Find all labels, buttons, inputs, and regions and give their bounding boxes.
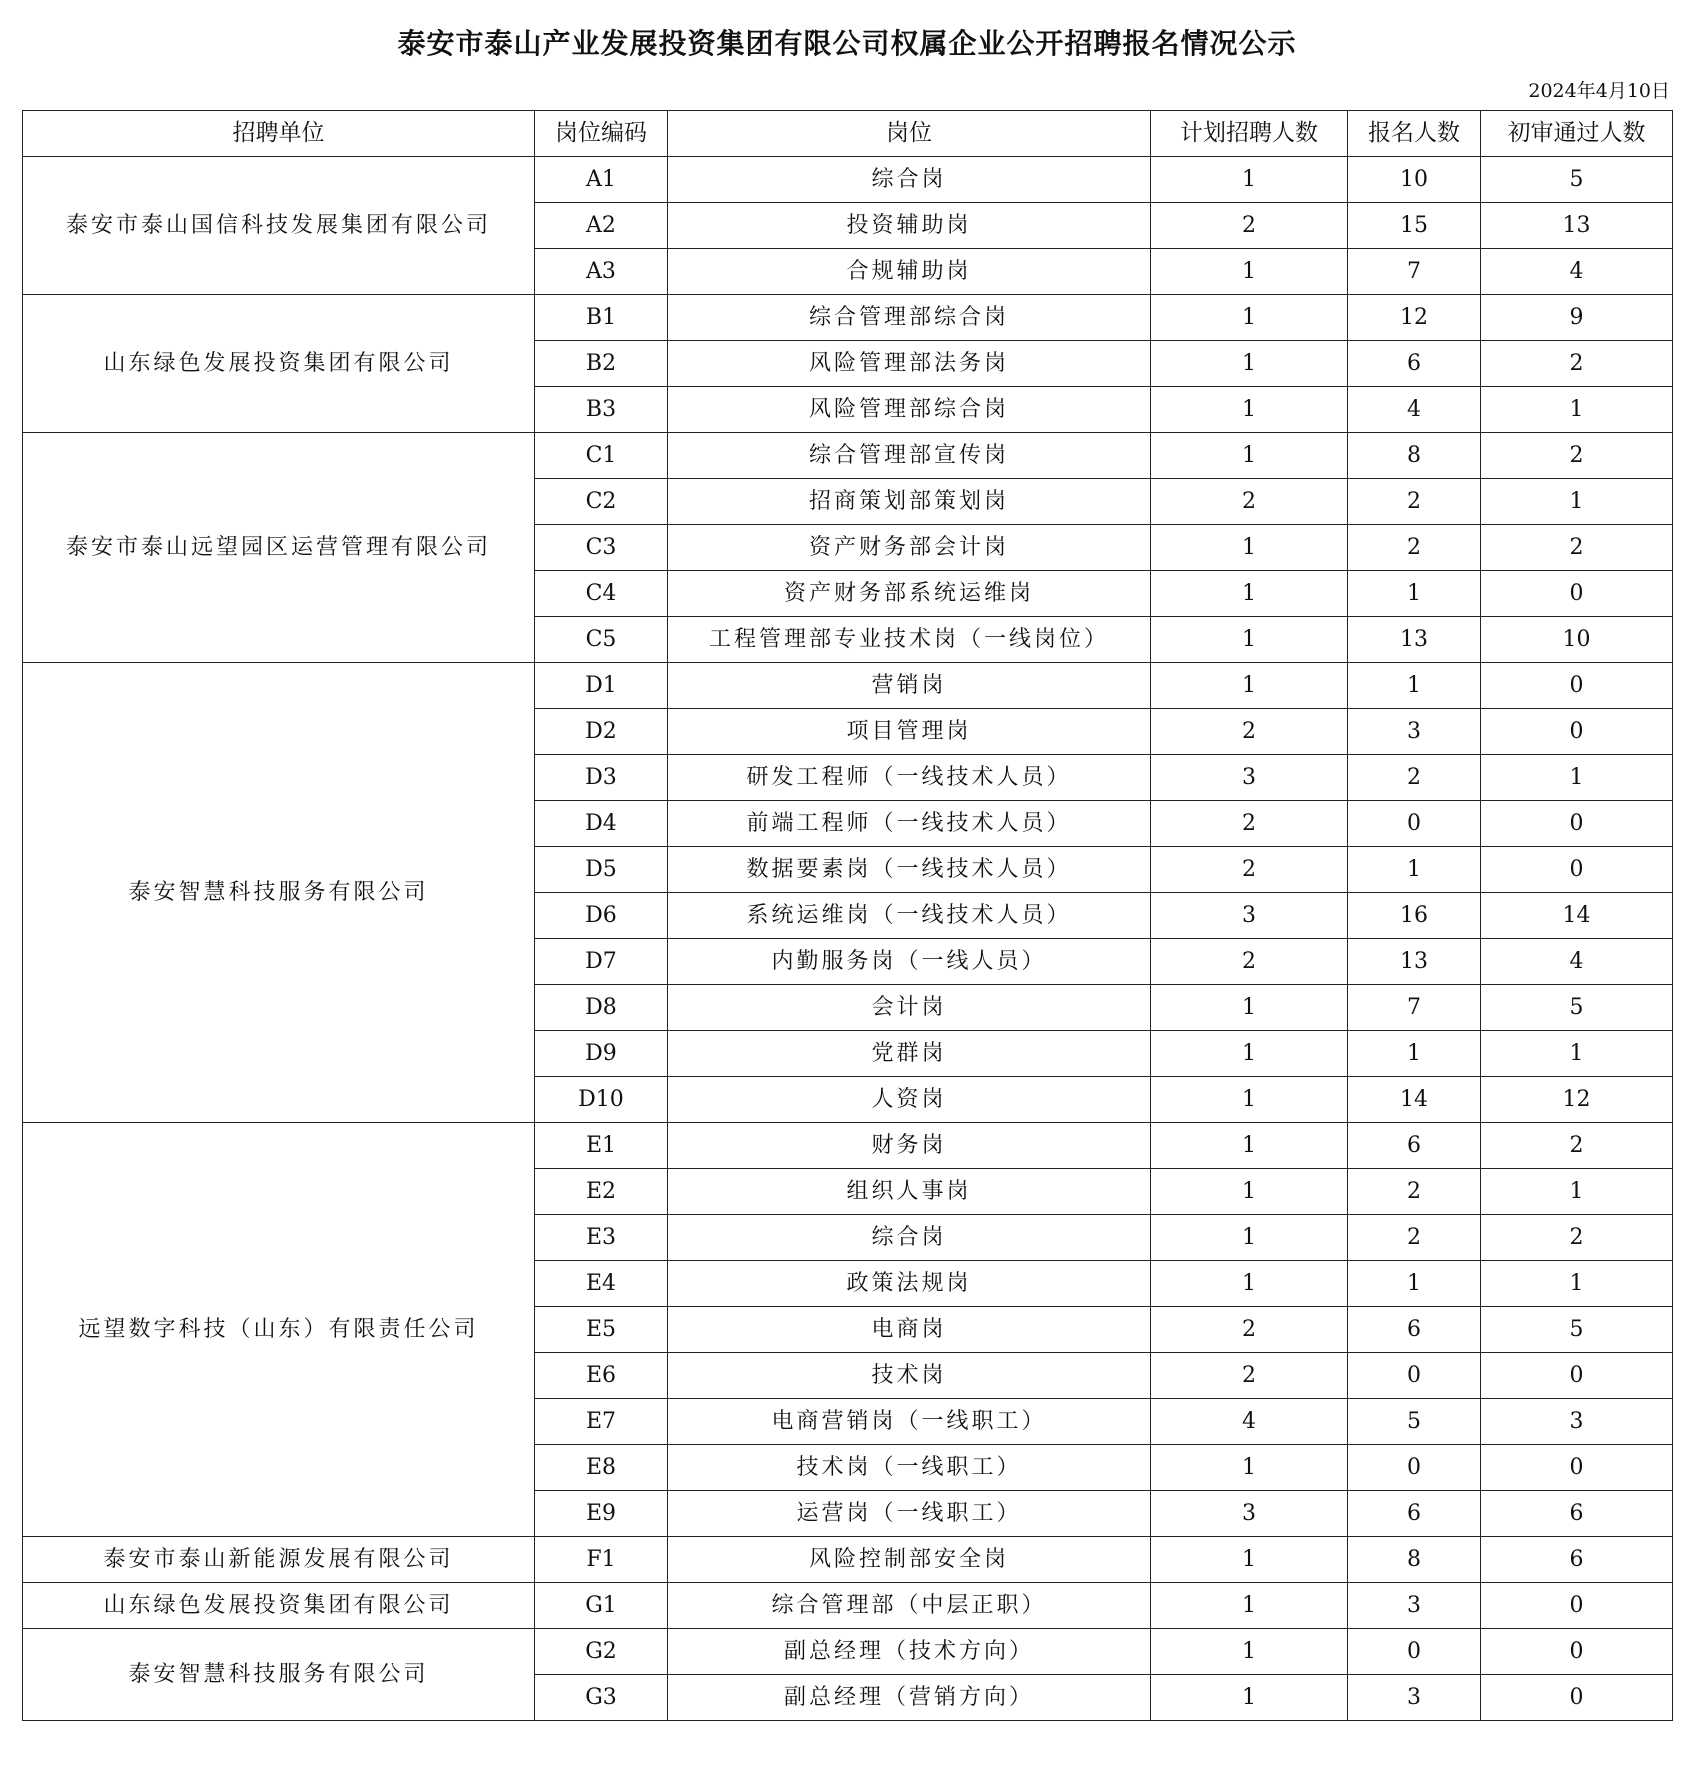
planned-count: 3 xyxy=(1151,1491,1348,1537)
applicant-count: 0 xyxy=(1348,1445,1481,1491)
passed-count: 1 xyxy=(1481,755,1673,801)
header-code: 岗位编码 xyxy=(535,111,668,157)
passed-count: 4 xyxy=(1481,939,1673,985)
position-name: 党群岗 xyxy=(668,1031,1151,1077)
position-name: 会计岗 xyxy=(668,985,1151,1031)
position-code: C3 xyxy=(535,525,668,571)
planned-count: 1 xyxy=(1151,1629,1348,1675)
applicant-count: 14 xyxy=(1348,1077,1481,1123)
position-name: 综合岗 xyxy=(668,157,1151,203)
position-name: 人资岗 xyxy=(668,1077,1151,1123)
position-code: E9 xyxy=(535,1491,668,1537)
position-code: E6 xyxy=(535,1353,668,1399)
position-code: B1 xyxy=(535,295,668,341)
applicant-count: 10 xyxy=(1348,157,1481,203)
applicant-count: 12 xyxy=(1348,295,1481,341)
planned-count: 2 xyxy=(1151,203,1348,249)
applicant-count: 0 xyxy=(1348,1629,1481,1675)
recruiting-unit: 远望数字科技（山东）有限责任公司 xyxy=(23,1123,535,1537)
planned-count: 1 xyxy=(1151,1031,1348,1077)
applicant-count: 2 xyxy=(1348,1169,1481,1215)
position-code: A3 xyxy=(535,249,668,295)
position-name: 技术岗 xyxy=(668,1353,1151,1399)
passed-count: 2 xyxy=(1481,341,1673,387)
position-code: D6 xyxy=(535,893,668,939)
passed-count: 0 xyxy=(1481,663,1673,709)
position-name: 资产财务部会计岗 xyxy=(668,525,1151,571)
table-row xyxy=(23,1123,1673,1169)
recruitment-table xyxy=(22,110,1673,1721)
position-name: 研发工程师（一线技术人员） xyxy=(668,755,1151,801)
passed-count: 0 xyxy=(1481,709,1673,755)
position-name: 工程管理部专业技术岗（一线岗位） xyxy=(668,617,1151,663)
position-name: 投资辅助岗 xyxy=(668,203,1151,249)
table-row xyxy=(23,433,1673,479)
applicant-count: 6 xyxy=(1348,1307,1481,1353)
header-planned: 计划招聘人数 xyxy=(1151,111,1348,157)
recruiting-unit: 泰安市泰山新能源发展有限公司 xyxy=(23,1537,535,1583)
planned-count: 1 xyxy=(1151,1537,1348,1583)
position-name: 电商营销岗（一线职工） xyxy=(668,1399,1151,1445)
applicant-count: 0 xyxy=(1348,801,1481,847)
passed-count: 5 xyxy=(1481,157,1673,203)
planned-count: 1 xyxy=(1151,433,1348,479)
planned-count: 1 xyxy=(1151,525,1348,571)
position-name: 综合管理部综合岗 xyxy=(668,295,1151,341)
planned-count: 2 xyxy=(1151,1353,1348,1399)
position-name: 风险控制部安全岗 xyxy=(668,1537,1151,1583)
table-row xyxy=(23,295,1673,341)
table-row xyxy=(23,1629,1673,1675)
applicant-count: 2 xyxy=(1348,525,1481,571)
passed-count: 14 xyxy=(1481,893,1673,939)
applicant-count: 1 xyxy=(1348,663,1481,709)
passed-count: 1 xyxy=(1481,387,1673,433)
position-name: 前端工程师（一线技术人员） xyxy=(668,801,1151,847)
position-code: C2 xyxy=(535,479,668,525)
planned-count: 3 xyxy=(1151,755,1348,801)
planned-count: 1 xyxy=(1151,157,1348,203)
position-name: 电商岗 xyxy=(668,1307,1151,1353)
passed-count: 5 xyxy=(1481,1307,1673,1353)
applicant-count: 8 xyxy=(1348,433,1481,479)
planned-count: 1 xyxy=(1151,1123,1348,1169)
planned-count: 2 xyxy=(1151,709,1348,755)
position-code: B3 xyxy=(535,387,668,433)
applicant-count: 1 xyxy=(1348,1031,1481,1077)
recruiting-unit: 泰安智慧科技服务有限公司 xyxy=(23,663,535,1123)
position-code: A2 xyxy=(535,203,668,249)
position-code: C5 xyxy=(535,617,668,663)
position-code: G2 xyxy=(535,1629,668,1675)
applicant-count: 7 xyxy=(1348,985,1481,1031)
position-name: 副总经理（营销方向） xyxy=(668,1675,1151,1721)
position-name: 项目管理岗 xyxy=(668,709,1151,755)
applicant-count: 13 xyxy=(1348,617,1481,663)
position-code: D3 xyxy=(535,755,668,801)
applicant-count: 3 xyxy=(1348,1675,1481,1721)
planned-count: 1 xyxy=(1151,617,1348,663)
position-code: D7 xyxy=(535,939,668,985)
position-name: 政策法规岗 xyxy=(668,1261,1151,1307)
planned-count: 2 xyxy=(1151,939,1348,985)
position-name: 综合管理部宣传岗 xyxy=(668,433,1151,479)
passed-count: 12 xyxy=(1481,1077,1673,1123)
recruiting-unit: 泰安智慧科技服务有限公司 xyxy=(23,1629,535,1721)
planned-count: 2 xyxy=(1151,479,1348,525)
position-code: B2 xyxy=(535,341,668,387)
passed-count: 6 xyxy=(1481,1491,1673,1537)
applicant-count: 7 xyxy=(1348,249,1481,295)
applicant-count: 0 xyxy=(1348,1353,1481,1399)
passed-count: 0 xyxy=(1481,571,1673,617)
position-code: E8 xyxy=(535,1445,668,1491)
position-code: E3 xyxy=(535,1215,668,1261)
position-code: G1 xyxy=(535,1583,668,1629)
applicant-count: 2 xyxy=(1348,755,1481,801)
publish-date: 2024年4月10日 xyxy=(1528,80,1670,102)
table-header-row xyxy=(23,111,1673,157)
table-row xyxy=(23,663,1673,709)
planned-count: 2 xyxy=(1151,847,1348,893)
passed-count: 0 xyxy=(1481,801,1673,847)
applicant-count: 6 xyxy=(1348,1123,1481,1169)
planned-count: 4 xyxy=(1151,1399,1348,1445)
planned-count: 2 xyxy=(1151,1307,1348,1353)
passed-count: 0 xyxy=(1481,1445,1673,1491)
planned-count: 1 xyxy=(1151,1215,1348,1261)
planned-count: 1 xyxy=(1151,1077,1348,1123)
planned-count: 1 xyxy=(1151,1261,1348,1307)
passed-count: 1 xyxy=(1481,1031,1673,1077)
applicant-count: 3 xyxy=(1348,709,1481,755)
position-name: 综合管理部（中层正职） xyxy=(668,1583,1151,1629)
table-row xyxy=(23,157,1673,203)
passed-count: 1 xyxy=(1481,1169,1673,1215)
position-name: 技术岗（一线职工） xyxy=(668,1445,1151,1491)
position-name: 副总经理（技术方向） xyxy=(668,1629,1151,1675)
passed-count: 0 xyxy=(1481,1353,1673,1399)
applicant-count: 5 xyxy=(1348,1399,1481,1445)
table-row xyxy=(23,1537,1673,1583)
position-code: D8 xyxy=(535,985,668,1031)
position-name: 组织人事岗 xyxy=(668,1169,1151,1215)
planned-count: 1 xyxy=(1151,571,1348,617)
position-code: D2 xyxy=(535,709,668,755)
passed-count: 5 xyxy=(1481,985,1673,1031)
recruiting-unit: 泰安市泰山国信科技发展集团有限公司 xyxy=(23,157,535,295)
position-name: 系统运维岗（一线技术人员） xyxy=(668,893,1151,939)
position-name: 数据要素岗（一线技术人员） xyxy=(668,847,1151,893)
recruiting-unit: 山东绿色发展投资集团有限公司 xyxy=(23,1583,535,1629)
planned-count: 1 xyxy=(1151,985,1348,1031)
applicant-count: 2 xyxy=(1348,479,1481,525)
position-name: 综合岗 xyxy=(668,1215,1151,1261)
planned-count: 1 xyxy=(1151,663,1348,709)
header-position: 岗位 xyxy=(668,111,1151,157)
applicant-count: 13 xyxy=(1348,939,1481,985)
passed-count: 1 xyxy=(1481,1261,1673,1307)
recruiting-unit: 泰安市泰山远望园区运营管理有限公司 xyxy=(23,433,535,663)
applicant-count: 2 xyxy=(1348,1215,1481,1261)
passed-count: 2 xyxy=(1481,1123,1673,1169)
position-code: E7 xyxy=(535,1399,668,1445)
table-row xyxy=(23,1583,1673,1629)
passed-count: 6 xyxy=(1481,1537,1673,1583)
table-body xyxy=(23,157,1673,1721)
planned-count: 1 xyxy=(1151,1445,1348,1491)
applicant-count: 6 xyxy=(1348,1491,1481,1537)
position-code: C4 xyxy=(535,571,668,617)
planned-count: 1 xyxy=(1151,387,1348,433)
passed-count: 1 xyxy=(1481,479,1673,525)
passed-count: 0 xyxy=(1481,1675,1673,1721)
position-name: 招商策划部策划岗 xyxy=(668,479,1151,525)
passed-count: 3 xyxy=(1481,1399,1673,1445)
position-name: 内勤服务岗（一线人员） xyxy=(668,939,1151,985)
planned-count: 1 xyxy=(1151,295,1348,341)
position-name: 合规辅助岗 xyxy=(668,249,1151,295)
header-applicants: 报名人数 xyxy=(1348,111,1481,157)
passed-count: 0 xyxy=(1481,847,1673,893)
position-code: D9 xyxy=(535,1031,668,1077)
recruiting-unit: 山东绿色发展投资集团有限公司 xyxy=(23,295,535,433)
planned-count: 1 xyxy=(1151,1675,1348,1721)
header-unit: 招聘单位 xyxy=(23,111,535,157)
passed-count: 13 xyxy=(1481,203,1673,249)
passed-count: 2 xyxy=(1481,1215,1673,1261)
applicant-count: 16 xyxy=(1348,893,1481,939)
applicant-count: 1 xyxy=(1348,571,1481,617)
applicant-count: 4 xyxy=(1348,387,1481,433)
position-code: C1 xyxy=(535,433,668,479)
position-code: A1 xyxy=(535,157,668,203)
position-code: D5 xyxy=(535,847,668,893)
passed-count: 9 xyxy=(1481,295,1673,341)
header-passed: 初审通过人数 xyxy=(1481,111,1673,157)
passed-count: 0 xyxy=(1481,1629,1673,1675)
planned-count: 1 xyxy=(1151,1169,1348,1215)
position-name: 营销岗 xyxy=(668,663,1151,709)
applicant-count: 15 xyxy=(1348,203,1481,249)
position-name: 资产财务部系统运维岗 xyxy=(668,571,1151,617)
position-code: E2 xyxy=(535,1169,668,1215)
position-name: 运营岗（一线职工） xyxy=(668,1491,1151,1537)
passed-count: 2 xyxy=(1481,525,1673,571)
position-code: D4 xyxy=(535,801,668,847)
position-code: E5 xyxy=(535,1307,668,1353)
applicant-count: 6 xyxy=(1348,341,1481,387)
position-code: F1 xyxy=(535,1537,668,1583)
page-title: 泰安市泰山产业发展投资集团有限公司权属企业公开招聘报名情况公示 xyxy=(397,27,1297,60)
planned-count: 3 xyxy=(1151,893,1348,939)
applicant-count: 3 xyxy=(1348,1583,1481,1629)
applicant-count: 8 xyxy=(1348,1537,1481,1583)
planned-count: 1 xyxy=(1151,341,1348,387)
planned-count: 2 xyxy=(1151,801,1348,847)
position-name: 风险管理部法务岗 xyxy=(668,341,1151,387)
position-code: D1 xyxy=(535,663,668,709)
applicant-count: 1 xyxy=(1348,1261,1481,1307)
position-name: 风险管理部综合岗 xyxy=(668,387,1151,433)
position-code: E1 xyxy=(535,1123,668,1169)
passed-count: 2 xyxy=(1481,433,1673,479)
planned-count: 1 xyxy=(1151,1583,1348,1629)
passed-count: 4 xyxy=(1481,249,1673,295)
planned-count: 1 xyxy=(1151,249,1348,295)
passed-count: 0 xyxy=(1481,1583,1673,1629)
applicant-count: 1 xyxy=(1348,847,1481,893)
position-code: G3 xyxy=(535,1675,668,1721)
passed-count: 10 xyxy=(1481,617,1673,663)
position-code: D10 xyxy=(535,1077,668,1123)
position-code: E4 xyxy=(535,1261,668,1307)
position-name: 财务岗 xyxy=(668,1123,1151,1169)
